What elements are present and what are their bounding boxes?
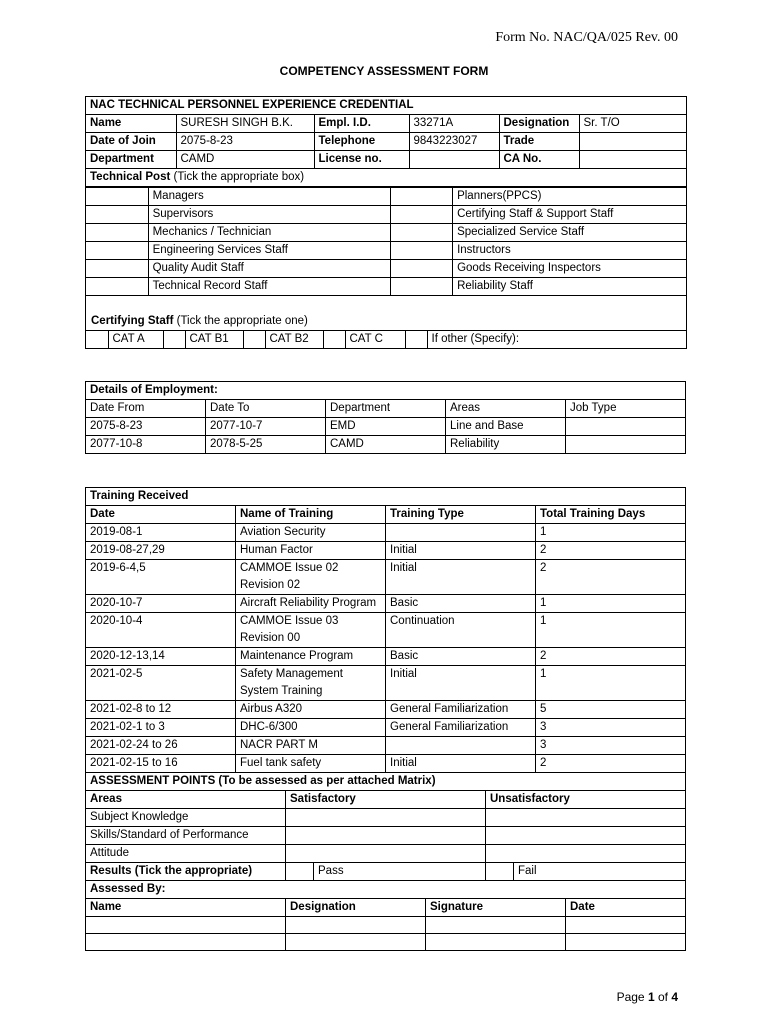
unsatisfactory-header: Unsatisfactory (486, 791, 686, 809)
satisfactory-header: Satisfactory (286, 791, 486, 809)
training-type-cell: Basic (386, 595, 536, 613)
training-name-cell: Safety Management System Training (236, 666, 386, 701)
telephone-value: 9843223027 (409, 133, 499, 151)
training-type-cell: Continuation (386, 613, 536, 648)
tick-box[interactable] (163, 331, 185, 349)
training-days-cell: 5 (536, 701, 686, 719)
training-type-cell: Basic (386, 648, 536, 666)
empl-id-label: Empl. I.D. (314, 115, 409, 133)
areas-cell: Reliability (446, 436, 566, 454)
unsatisfactory-cell[interactable] (486, 845, 686, 863)
ca-no-label: CA No. (499, 151, 579, 169)
job-type-cell (566, 436, 686, 454)
column-header: Department (326, 400, 446, 418)
department-cell: EMD (326, 418, 446, 436)
column-header: Total Training Days (536, 506, 686, 524)
column-header: Date (566, 899, 686, 917)
training-heading: Training Received (86, 488, 686, 506)
training-days-cell: 2 (536, 560, 686, 595)
table-row (86, 560, 686, 595)
fail-label: Fail (514, 863, 686, 881)
training-type-cell: General Familiarization (386, 701, 536, 719)
designation-cell[interactable] (286, 917, 426, 934)
tick-box[interactable] (390, 188, 452, 206)
tick-box[interactable] (390, 224, 452, 242)
table-row (86, 934, 686, 951)
training-type-cell (386, 524, 536, 542)
date-cell: 2020-10-4 (86, 613, 236, 648)
column-header: Name (86, 899, 286, 917)
date-of-join-value: 2075-8-23 (176, 133, 314, 151)
designation-cell[interactable] (286, 934, 426, 951)
page-number: Page 1 of 4 (616, 990, 678, 1004)
post-label: Technical Record Staff (148, 278, 390, 296)
date-cell: 2019-08-1 (86, 524, 236, 542)
table-row (86, 648, 686, 666)
training-name-cell: Aircraft Reliability Program (236, 595, 386, 613)
table-row (86, 755, 686, 773)
training-name-cell: Fuel tank safety (236, 755, 386, 773)
column-header: Signature (426, 899, 566, 917)
tick-box[interactable] (390, 206, 452, 224)
tick-box[interactable] (86, 224, 148, 242)
training-days-cell: 3 (536, 719, 686, 737)
table-row (86, 737, 686, 755)
column-header: Name of Training (236, 506, 386, 524)
name-value: SURESH SINGH B.K. (176, 115, 314, 133)
training-section (85, 487, 685, 951)
training-name-cell: Maintenance Program (236, 648, 386, 666)
cat-b2-label: CAT B2 (265, 331, 323, 349)
post-label: Instructors (453, 242, 686, 260)
training-name-cell: Airbus A320 (236, 701, 386, 719)
training-type-cell: Initial (386, 560, 536, 595)
tick-box[interactable] (86, 331, 108, 349)
tick-box[interactable] (86, 242, 148, 260)
training-days-cell: 1 (536, 524, 686, 542)
designation-label: Designation (499, 115, 579, 133)
department-cell: CAMD (326, 436, 446, 454)
ca-no-value (579, 151, 686, 169)
post-label: Planners(PPCS) (453, 188, 686, 206)
certifying-staff-heading: Certifying Staff (Tick the appropriate one) (91, 315, 308, 327)
credential-section (85, 96, 687, 349)
fail-tick-box[interactable] (486, 863, 514, 881)
tick-box[interactable] (86, 278, 148, 296)
cat-b1-label: CAT B1 (185, 331, 243, 349)
table-row (86, 917, 686, 934)
assessment-point: Skills/Standard of Performance (86, 827, 286, 845)
training-days-cell: 1 (536, 666, 686, 701)
post-label: Specialized Service Staff (453, 224, 686, 242)
tick-box[interactable] (243, 331, 265, 349)
pass-tick-box[interactable] (286, 863, 314, 881)
name-cell[interactable] (86, 934, 286, 951)
assessment-heading: ASSESSMENT POINTS (To be assessed as per attached Matrix) (86, 773, 686, 791)
date-cell: 2019-08-27,29 (86, 542, 236, 560)
unsatisfactory-cell[interactable] (486, 809, 686, 827)
training-name-cell: Human Factor (236, 542, 386, 560)
table-row (86, 595, 686, 613)
form-number: Form No. NAC/QA/025 Rev. 00 (495, 30, 678, 45)
column-header: Training Type (386, 506, 536, 524)
tick-box[interactable] (86, 206, 148, 224)
employment-heading: Details of Employment: (86, 382, 686, 400)
name-label: Name (86, 115, 176, 133)
date-cell[interactable] (566, 917, 686, 934)
tick-box[interactable] (86, 260, 148, 278)
results-label: Results (Tick the appropriate) (86, 863, 286, 881)
date-from-cell: 2075-8-23 (86, 418, 206, 436)
trade-label: Trade (499, 133, 579, 151)
credential-heading: NAC TECHNICAL PERSONNEL EXPERIENCE CREDENTIAL (86, 97, 686, 115)
telephone-label: Telephone (314, 133, 409, 151)
tick-box[interactable] (390, 260, 452, 278)
post-label: Certifying Staff & Support Staff (453, 206, 686, 224)
column-header: Date (86, 506, 236, 524)
training-type-cell: Initial (386, 666, 536, 701)
training-days-cell: 1 (536, 613, 686, 648)
cat-a-label: CAT A (108, 331, 163, 349)
column-header: Designation (286, 899, 426, 917)
table-row (86, 524, 686, 542)
post-label: Managers (148, 188, 390, 206)
pass-label: Pass (314, 863, 486, 881)
date-from-cell: 2077-10-8 (86, 436, 206, 454)
signature-cell[interactable] (426, 917, 566, 934)
tick-box[interactable] (390, 242, 452, 260)
satisfactory-cell[interactable] (286, 809, 486, 827)
date-cell: 2020-12-13,14 (86, 648, 236, 666)
license-label: License no. (314, 151, 409, 169)
trade-value (579, 133, 686, 151)
training-name-cell: Aviation Security (236, 524, 386, 542)
table-row (86, 719, 686, 737)
column-header: Job Type (566, 400, 686, 418)
training-name-cell: DHC-6/300 (236, 719, 386, 737)
assessment-point: Subject Knowledge (86, 809, 286, 827)
technical-post-heading: Technical Post (Tick the appropriate box) (86, 169, 686, 187)
assessed-by-heading: Assessed By: (86, 881, 686, 899)
post-label: Reliability Staff (453, 278, 686, 296)
designation-value: Sr. T/O (579, 115, 686, 133)
table-row (86, 666, 686, 701)
column-header: Areas (446, 400, 566, 418)
satisfactory-cell[interactable] (286, 845, 486, 863)
training-type-cell (386, 737, 536, 755)
unsatisfactory-cell[interactable] (486, 827, 686, 845)
column-header: Date To (206, 400, 326, 418)
areas-cell: Line and Base (446, 418, 566, 436)
date-cell: 2021-02-1 to 3 (86, 719, 236, 737)
tick-box[interactable] (323, 331, 345, 349)
date-cell[interactable] (566, 934, 686, 951)
training-name-cell: CAMMOE Issue 03 Revision 00 (236, 613, 386, 648)
cat-c-label: CAT C (345, 331, 405, 349)
training-name-cell: CAMMOE Issue 02 Revision 02 (236, 560, 386, 595)
training-days-cell: 1 (536, 595, 686, 613)
training-days-cell: 2 (536, 755, 686, 773)
training-days-cell: 2 (536, 648, 686, 666)
department-value: CAMD (176, 151, 314, 169)
table-row (86, 418, 686, 436)
form-title: COMPETENCY ASSESSMENT FORM (279, 64, 489, 78)
date-cell: 2021-02-8 to 12 (86, 701, 236, 719)
name-cell[interactable] (86, 917, 286, 934)
post-label: Quality Audit Staff (148, 260, 390, 278)
date-to-cell: 2078-5-25 (206, 436, 326, 454)
assessment-point: Attitude (86, 845, 286, 863)
post-label: Goods Receiving Inspectors (453, 260, 686, 278)
job-type-cell (566, 418, 686, 436)
training-type-cell: Initial (386, 542, 536, 560)
training-type-cell: General Familiarization (386, 719, 536, 737)
signature-cell[interactable] (426, 934, 566, 951)
department-label: Department (86, 151, 176, 169)
post-label: Supervisors (148, 206, 390, 224)
license-value (409, 151, 499, 169)
table-row (86, 436, 686, 454)
tick-box[interactable] (86, 188, 148, 206)
training-days-cell: 2 (536, 542, 686, 560)
employment-section (85, 381, 685, 454)
areas-header: Areas (86, 791, 286, 809)
post-label: Mechanics / Technician (148, 224, 390, 242)
post-label: Engineering Services Staff (148, 242, 390, 260)
date-to-cell: 2077-10-7 (206, 418, 326, 436)
training-days-cell: 3 (536, 737, 686, 755)
date-cell: 2021-02-15 to 16 (86, 755, 236, 773)
empl-id-value: 33271A (409, 115, 499, 133)
table-row (86, 701, 686, 719)
tick-box[interactable] (390, 278, 452, 296)
date-cell: 2019-6-4,5 (86, 560, 236, 595)
date-cell: 2020-10-7 (86, 595, 236, 613)
date-of-join-label: Date of Join (86, 133, 176, 151)
training-name-cell: NACR PART M (236, 737, 386, 755)
training-type-cell: Initial (386, 755, 536, 773)
satisfactory-cell[interactable] (286, 827, 486, 845)
other-specify-label: If other (Specify): (427, 331, 686, 349)
date-cell: 2021-02-5 (86, 666, 236, 701)
table-row (86, 542, 686, 560)
table-row (86, 613, 686, 648)
column-header: Date From (86, 400, 206, 418)
tick-box[interactable] (405, 331, 427, 349)
date-cell: 2021-02-24 to 26 (86, 737, 236, 755)
